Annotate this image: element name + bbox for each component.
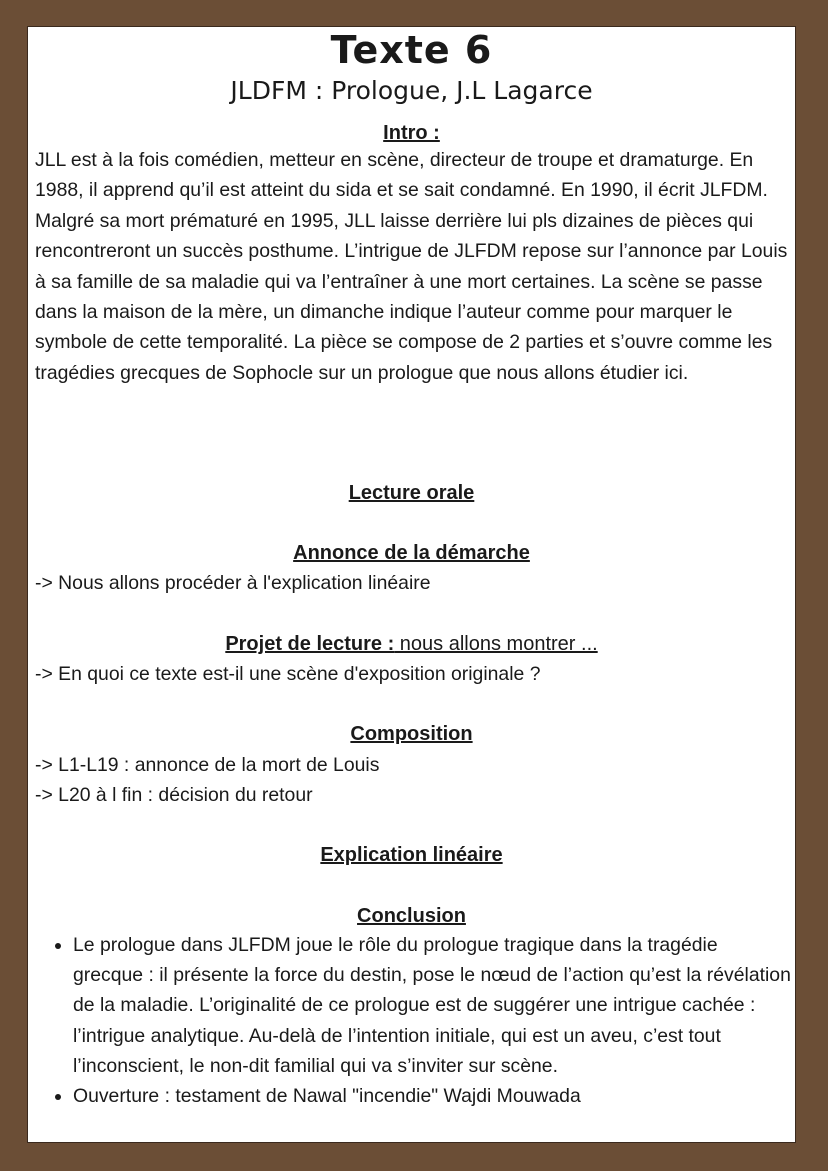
page-title: Texte 6	[330, 28, 493, 72]
composition-heading: Composition	[350, 723, 473, 745]
projet-heading	[28, 631, 795, 657]
projet-heading-suffix: nous allons montrer ...	[394, 633, 598, 655]
conclusion-bullet-2: • Ouverture : testament de Nawal "incendie" Wajdi Mouwada	[73, 1081, 793, 1111]
lecture-orale-heading: Lecture orale	[348, 482, 475, 504]
conclusion-heading: Conclusion	[357, 905, 466, 927]
composition-line-1: -> L1-L19 : annonce de la mort de Louis	[35, 754, 380, 776]
projet-heading-label: Projet de lecture :	[225, 633, 395, 655]
intro-heading: Intro :	[383, 122, 440, 144]
conclusion-bullet-1: • Le prologue dans JLFDM joue le rôle du prologue tragique dans la tragédie grecque : il présente la force du destin, pose le nœud de l’action qu’est la révélation de la maladie. L’originalité de ce prologue est de suggérer une intrigue cachée : l’intrigue analytique. Au-delà de l’intention initiale, qui est un aveu, c’est tout l’inconscient, le non-dit familial qui va s’inviter sur scène.	[73, 930, 793, 1081]
annonce-line: -> Nous allons procéder à l'explication linéaire	[35, 572, 431, 594]
conclusion-list	[28, 930, 793, 1111]
document-page	[27, 26, 796, 1143]
explication-heading: Explication linéaire	[320, 844, 503, 866]
page-subtitle: JLDFM : Prologue, J.L Lagarce	[230, 76, 593, 105]
composition-line-2: -> L20 à l fin : décision du retour	[35, 784, 313, 806]
intro-paragraph: JLL est à la fois comédien, metteur en scène, directeur de troupe et dramaturge. En 1988, il apprend qu’il est atteint du sida et se sait condamné. En 1990, il écrit JLFDM. Malgré sa mort prématuré en 1995, JLL laisse derrière lui pls dizaines de pièces qui rencontreront un succès posthume. L’intrigue de JLFDM repose sur l’annonce par Louis à sa famille de sa maladie qui va l’entraîner à une mort certaines. La scène se passe dans la maison de la mère, un dimanche indique l’auteur comme pour marquer le symbole de cette temporalité. La pièce se compose de 2 parties et s’ouvre comme les tragédies grecques de Sophocle sur un prologue que nous allons étudier ici.	[35, 149, 788, 384]
annonce-heading: Annonce de la démarche	[293, 542, 530, 564]
projet-line: -> En quoi ce texte est-il une scène d'exposition originale ?	[35, 663, 541, 685]
